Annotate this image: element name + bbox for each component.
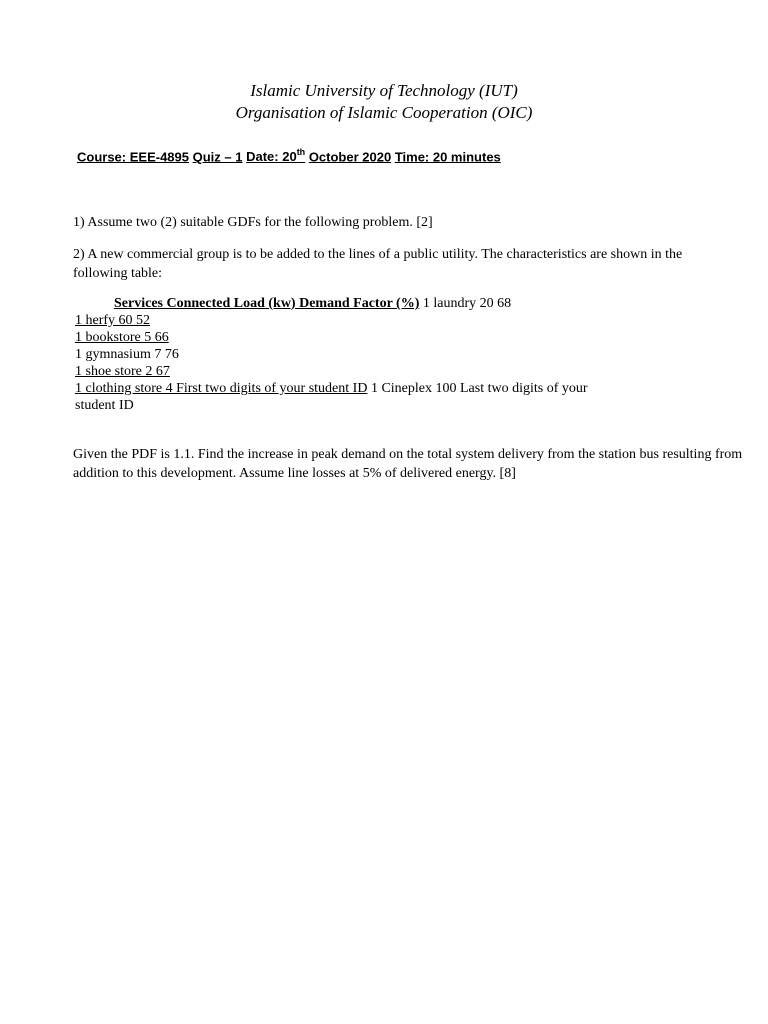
table-cell: student ID <box>75 398 134 413</box>
date-superscript: th <box>296 147 306 157</box>
university-title: Islamic University of Technology (IUT) <box>250 81 518 100</box>
table-row <box>75 329 665 346</box>
table-cell: 1 bookstore 5 66 <box>75 330 169 345</box>
question-1: 1) Assume two (2) suitable GDFs for the following problem. [2] <box>73 215 433 230</box>
table-cell: 1 laundry 20 68 <box>422 296 512 311</box>
table-cell: 1 shoe store 2 67 <box>75 364 170 379</box>
table-cell: 1 clothing store 4 First two digits of your student ID <box>75 381 368 396</box>
question-2: 2) A new commercial group is to be added to the lines of a public utility. The characteristics are shown in the following table: <box>73 247 683 281</box>
table-cell: 1 herfy 60 52 <box>75 313 151 328</box>
organisation-title: Organisation of Islamic Cooperation (OIC) <box>235 103 533 122</box>
date-label: Date: 20 <box>246 149 297 165</box>
table-row <box>75 346 665 363</box>
table-cell: 1 gymnasium 7 76 <box>75 347 179 362</box>
quiz-number: Quiz – 1 <box>192 149 243 165</box>
table-cell: 1 Cineplex 100 Last two digits of your <box>370 381 588 396</box>
table-row <box>75 397 665 414</box>
table-row <box>75 295 665 312</box>
date-month-year: October 2020 <box>308 149 392 165</box>
given-paragraph: Given the PDF is 1.1. Find the increase in peak demand on the total system delivery from the station bus resulting from addition to this development. Assume line losses at 5% of delivered energy. [8] <box>73 447 743 481</box>
quiz-time: Time: 20 minutes <box>394 149 501 165</box>
table-header: Services Connected Load (kw) Demand Factor (%) <box>114 296 420 311</box>
course-code: Course: EEE-4895 <box>77 149 189 165</box>
course-info-line <box>77 148 501 164</box>
table-row <box>75 312 665 329</box>
table-row <box>75 363 665 380</box>
load-table <box>75 295 665 414</box>
table-row <box>75 380 665 397</box>
